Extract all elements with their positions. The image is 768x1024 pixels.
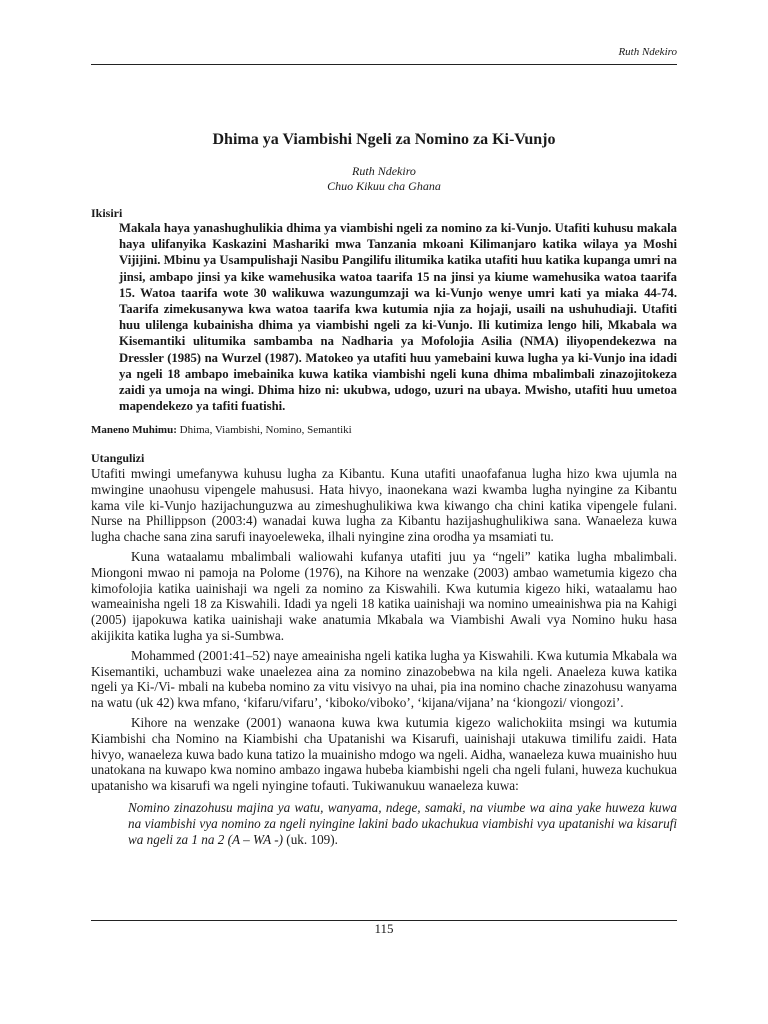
abstract-heading: Ikisiri xyxy=(91,206,123,220)
header-rule xyxy=(91,64,677,65)
author-name: Ruth Ndekiro xyxy=(352,164,416,178)
section-body xyxy=(91,466,677,847)
section-heading: Utangulizi xyxy=(91,451,145,465)
quote-citation: (uk. 109). xyxy=(283,831,338,847)
running-header-author: Ruth Ndekiro xyxy=(618,46,677,58)
paper-title: Dhima ya Viambishi Ngeli za Nomino za Ki-Vunjo xyxy=(212,131,556,148)
paragraph-4: Kihore na wenzake (2001) wanaona kuwa kwa kutumia kigezo walichokiita msingi wa kutumia Kiambishi cha Nomino na Kiambishi cha Upatanishi wa Kisarufi, uainishaji utakuwa timilifu zaidi. Hata hivyo, wanaeleza kuwa bado kuna tatizo la muainisho mdogo wa ngeli. Aidha, wanaeleza kuwa muainisho huu unatokana na kuwapo kwa nomino ambazo ingawa hubeba kiambishi ngeli cha ngeli fulani, huweza kuchukua upatanisho wa kisarufi wa ngeli nyingine tofauti. Tukiwanukuu wanaeleza kuwa: xyxy=(91,714,677,794)
block-quote xyxy=(128,800,677,847)
paragraph-1: Utafiti mwingi umefanywa kuhusu lugha za Kibantu. Kuna utafiti unaofafanua lugha hizo kwa ujumla na mwingine unaohusu vipengele mahususi. Hata hivyo, inaonekana wazi kwamba lugha nyingine za Kibantu kama vile ki-Vunjo hazijachunguzwa au zimeshughulikiwa kwa kiwango cha chini katika vipengele fulani. Nurse na Phillippson (2003:4) wanadai kuwa lugha za Kibantu hazijashughulikiwa sana. Wanaeleza kuwa lugha chache sana zina sarufi inayoeleweka, ilhali nyingine zina orodha ya msamiati tu. xyxy=(91,466,677,545)
paragraph-2: Kuna wataalamu mbalimbali waliowahi kufanya utafiti juu ya “ngeli” katika lugha mbalimbali. Miongoni mwao ni pamoja na Polome (1976), na Kihore na wenzake (2003) ambao wametumia kigezo cha kimofolojia katika uainishaji wa ngeli za nomino za Kiswahili. Kwa kutumia kigezo hiki, wataalamu hao wameainisha ngeli 18 za Kiswahili. Idadi ya ngeli 18 katika uainishaji wa nomino umeainishwa pia na Kahigi (2005) ijapokuwa katika uainishaji wake anatumia Mkabala wa Viambishi Awali vya Nomino huku hasa akijikita katika lugha ya si-Sumbwa. xyxy=(91,548,677,643)
keywords-text: Dhima, Viambishi, Nomino, Semantiki xyxy=(179,424,352,436)
abstract-text: Makala haya yanashughulikia dhima ya viambishi ngeli za nomino za ki-Vunjo. Utafiti kuhusu makala haya ulifanyika Kaskazini Mashariki mwa Tanzania mkoani Kilimanjaro katika wilaya ya Moshi Vijijini. Mbinu ya Usampulishaji Nasibu Pangilifu ilitumika katika utafiti huu katika kupanga umri na jinsi, ambapo jinsi ya kike wamehusika watoa taarifa 15 na jinsi ya kiume wamehusika watoa taarifa 15. Watoa taarifa wote 30 walikuwa wazungumzaji wa ki-Vunjo wenye umri kati ya miaka 44-74. Taarifa zimekusanywa kwa watoa taarifa kwa kutumia njia za hojaji, usaili na ushuhudiaji. Utafiti huu ulilenga kubainisha dhima ya viambishi ngeli za ki-Vunjo. Ili kutimiza lengo hili, Mkabala wa Kisemantiki ulitumika sambamba na Nadharia ya Mofolojia Asilia (NMA) iliyopendekezwa na Dressler (1985) na Wurzel (1987). Matokeo ya utafiti huu yamebaini kuwa lugha ya ki-Vunjo ina idadi ya ngeli 18 ambapo imebainika kuwa katika viambishi ngeli kuna dhima mbalimbali zinazojitokeza zaidi ya umoja na wingi. Dhima hizo ni: ukubwa, udogo, uzuri na ubaya. Mwisho, utafiti huu umetoa mapendekezo ya tafiti fuatishi. xyxy=(119,221,677,414)
keywords xyxy=(91,424,677,436)
keywords-label: Maneno Muhimu: xyxy=(91,424,177,436)
quote-text: Nomino zinazohusu majina ya watu, wanyama, ndege, samaki, na viumbe wa aina yake huweza kuwa na viambishi vya nomino za ngeli nyingine lakini bado ukachukua viambishi vya upatanishi wa kisarufi wa ngeli za 1 na 2 (A – WA -) xyxy=(128,799,677,847)
page-number: 115 xyxy=(374,921,394,936)
author-affiliation: Chuo Kikuu cha Ghana xyxy=(327,179,441,193)
paragraph-3: Mohammed (2001:41–52) naye ameainisha ngeli katika lugha ya Kiswahili. Kwa kutumia Mkabala wa Kisemantiki, uchambuzi wake unaelezea aina za nomino zinazobebwa na kila ngeli. Anaeleza kuwa katika ngeli ya Ki-/Vi- mbali na kubeba nomino za vitu visivyo na uhai, pia ina nomino chache zinazohusu wanyama na watu (uk 42) kwa mfano, ‘kifaru/vifaru’, ‘kiboko/viboko’, ‘kijana/vijana’ na ‘kiongozi/ viongozi’. xyxy=(91,647,677,711)
